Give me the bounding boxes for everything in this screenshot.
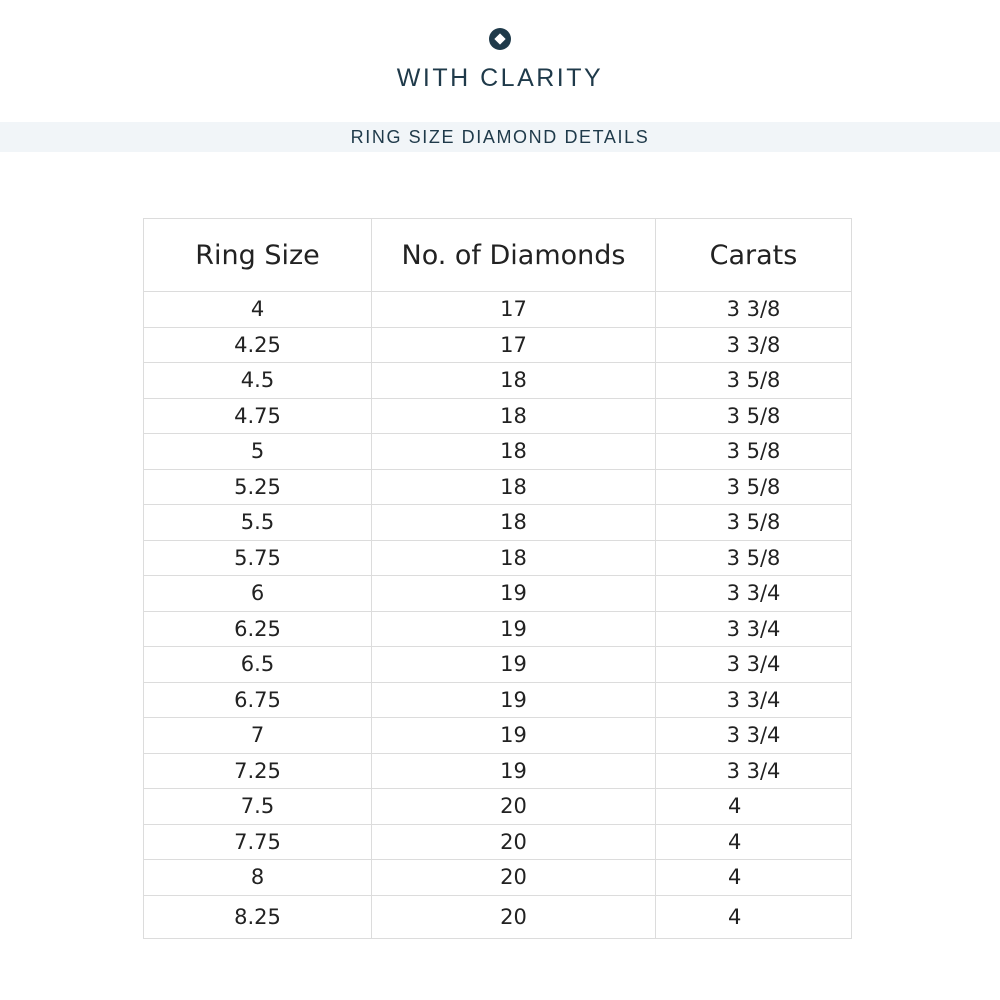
cell-ring-size: 7 [144, 718, 372, 754]
header-no-of-diamonds: No. of Diamonds [372, 219, 656, 292]
cell-carats: 3 5/8 [656, 540, 852, 576]
cell-no-of-diamonds: 18 [372, 363, 656, 399]
cell-no-of-diamonds: 18 [372, 434, 656, 470]
header-ring-size: Ring Size [144, 219, 372, 292]
table-row [144, 753, 852, 789]
table-row [144, 576, 852, 612]
cell-carats: 3 3/4 [656, 682, 852, 718]
cell-carats: 3 3/4 [656, 753, 852, 789]
cell-ring-size: 5.75 [144, 540, 372, 576]
table-row [144, 398, 852, 434]
table-row [144, 540, 852, 576]
table-row [144, 789, 852, 825]
cell-no-of-diamonds: 20 [372, 789, 656, 825]
cell-no-of-diamonds: 20 [372, 824, 656, 860]
cell-carats: 3 5/8 [656, 505, 852, 541]
table-body [144, 292, 852, 939]
cell-carats: 4 [656, 895, 852, 938]
cell-carats: 3 3/4 [656, 647, 852, 683]
page-title: RING SIZE DIAMOND DETAILS [350, 127, 650, 147]
cell-carats: 4 [656, 824, 852, 860]
cell-no-of-diamonds: 20 [372, 895, 656, 938]
cell-ring-size: 4.75 [144, 398, 372, 434]
cell-ring-size: 8 [144, 860, 372, 896]
cell-carats: 3 3/8 [656, 327, 852, 363]
cell-carats: 3 3/4 [656, 576, 852, 612]
cell-no-of-diamonds: 17 [372, 292, 656, 328]
ring-size-table [143, 218, 852, 939]
cell-carats: 3 3/4 [656, 718, 852, 754]
cell-no-of-diamonds: 18 [372, 540, 656, 576]
table-row [144, 505, 852, 541]
cell-carats: 3 3/4 [656, 611, 852, 647]
cell-ring-size: 7.25 [144, 753, 372, 789]
cell-carats: 3 5/8 [656, 398, 852, 434]
cell-no-of-diamonds: 19 [372, 753, 656, 789]
cell-carats: 3 3/8 [656, 292, 852, 328]
cell-ring-size: 5 [144, 434, 372, 470]
table-row [144, 292, 852, 328]
cell-ring-size: 4 [144, 292, 372, 328]
cell-ring-size: 5.5 [144, 505, 372, 541]
cell-ring-size: 6.75 [144, 682, 372, 718]
cell-carats: 3 5/8 [656, 363, 852, 399]
cell-ring-size: 5.25 [144, 469, 372, 505]
cell-ring-size: 6.25 [144, 611, 372, 647]
table-row [144, 895, 852, 938]
cell-ring-size: 7.5 [144, 789, 372, 825]
cell-no-of-diamonds: 18 [372, 505, 656, 541]
diamond-circle-icon [489, 28, 511, 50]
cell-no-of-diamonds: 19 [372, 682, 656, 718]
title-banner [0, 122, 1000, 152]
logo-diamond-shape [494, 33, 505, 44]
table-row [144, 860, 852, 896]
table-row [144, 363, 852, 399]
cell-no-of-diamonds: 19 [372, 611, 656, 647]
table-row [144, 647, 852, 683]
table-row [144, 718, 852, 754]
cell-ring-size: 4.5 [144, 363, 372, 399]
cell-no-of-diamonds: 20 [372, 860, 656, 896]
cell-ring-size: 6 [144, 576, 372, 612]
cell-no-of-diamonds: 19 [372, 576, 656, 612]
cell-ring-size: 8.25 [144, 895, 372, 938]
table-row [144, 327, 852, 363]
cell-no-of-diamonds: 19 [372, 647, 656, 683]
cell-no-of-diamonds: 19 [372, 718, 656, 754]
cell-carats: 4 [656, 789, 852, 825]
cell-ring-size: 7.75 [144, 824, 372, 860]
cell-no-of-diamonds: 18 [372, 398, 656, 434]
cell-carats: 4 [656, 860, 852, 896]
cell-ring-size: 6.5 [144, 647, 372, 683]
header-carats: Carats [656, 219, 852, 292]
cell-carats: 3 5/8 [656, 469, 852, 505]
cell-no-of-diamonds: 18 [372, 469, 656, 505]
table-row [144, 824, 852, 860]
cell-carats: 3 5/8 [656, 434, 852, 470]
table-row [144, 469, 852, 505]
table-row [144, 434, 852, 470]
table-row [144, 682, 852, 718]
table-header-row [144, 219, 852, 292]
table-row [144, 611, 852, 647]
brand-name: WITH CLARITY [396, 64, 604, 92]
cell-no-of-diamonds: 17 [372, 327, 656, 363]
cell-ring-size: 4.25 [144, 327, 372, 363]
